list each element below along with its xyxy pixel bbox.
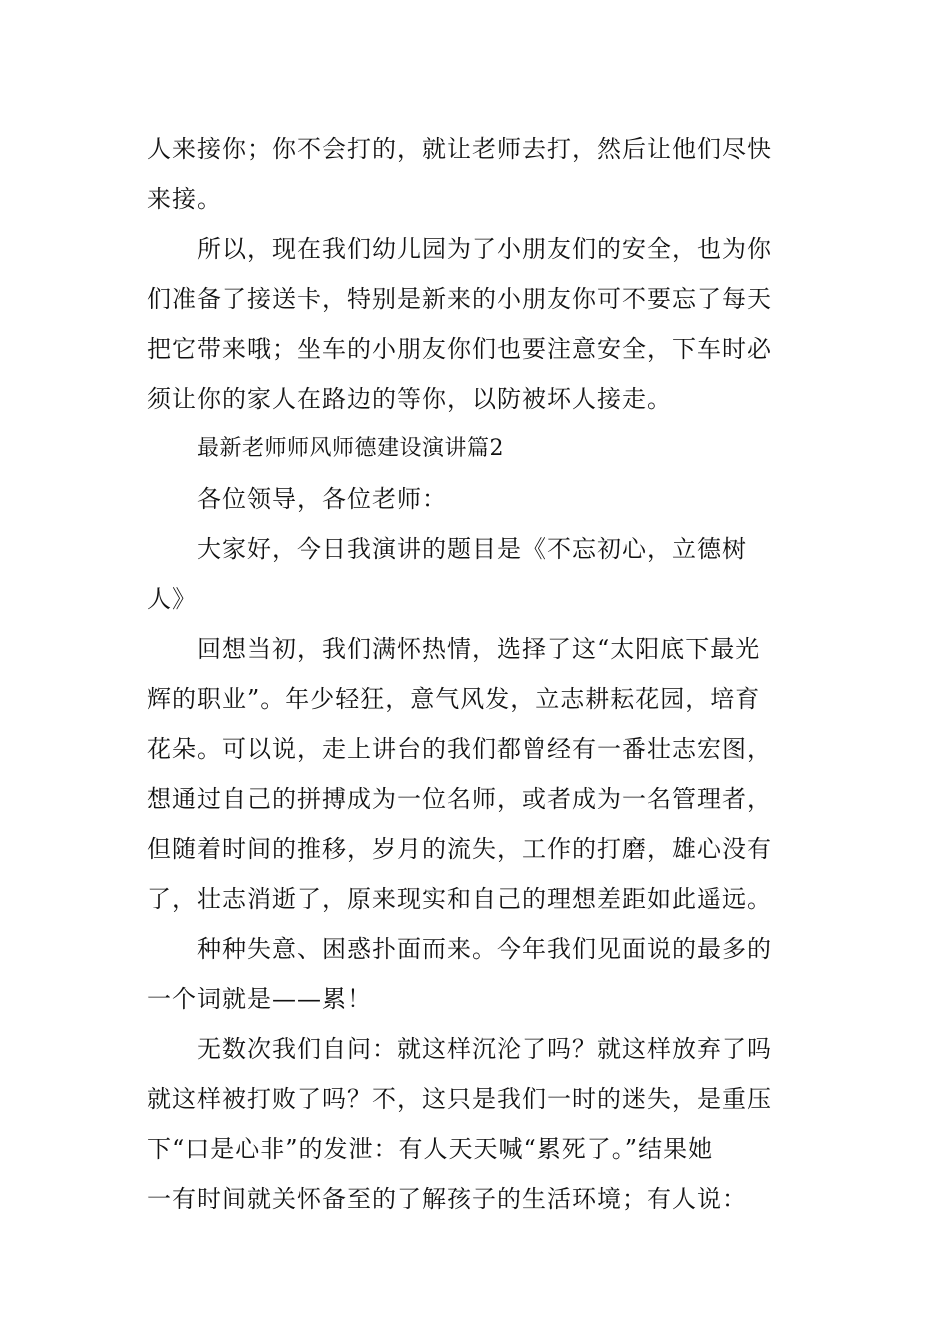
text-line: 人》 [147,585,197,613]
text-line: 就这样被打败了吗？不，这只是我们一时的迷失，是重压 [147,1085,772,1113]
text-line: 把它带来哦；坐车的小朋友你们也要注意安全，下车时必 [147,335,772,363]
text-line: 们准备了接送卡，特别是新来的小朋友你可不要忘了每天 [147,285,772,313]
text-line: 了，壮志消逝了，原来现实和自己的理想差距如此遥远。 [147,885,772,913]
text-line: 须让你的家人在路边的等你，以防被坏人接走。 [147,385,672,413]
paragraph-start: 大家好，今日我演讲的题目是《不忘初心，立德树 [197,535,747,563]
text-line: 但随着时间的推移，岁月的流失，工作的打磨，雄心没有 [147,835,772,863]
text-line: 一个词就是——累！ [147,985,372,1013]
text-line: 辉的职业”。年少轻狂，意气风发，立志耕耘花园，培育 [147,685,761,713]
paragraph-start: 种种失意、困惑扑面而来。今年我们见面说的最多的 [197,935,772,963]
paragraph-start: 所以，现在我们幼儿园为了小朋友们的安全，也为你 [197,235,772,263]
text-line: 想通过自己的拼搏成为一位名师，或者成为一名管理者， [147,785,772,813]
text-line: 一有时间就关怀备至的了解孩子的生活环境；有人说： [147,1185,747,1213]
text-line: 人来接你；你不会打的，就让老师去打，然后让他们尽快 [147,135,772,163]
text-line: 花朵。可以说，走上讲台的我们都曾经有一番壮志宏图， [147,735,772,763]
text-line: 来接。 [147,185,222,213]
salutation: 各位领导，各位老师： [197,485,447,513]
paragraph-start: 无数次我们自问：就这样沉沦了吗？就这样放弃了吗 [197,1035,772,1063]
section-heading: 最新老师师风师德建设演讲篇2 [197,436,504,461]
text-line: 下“口是心非”的发泄：有人天天喊“累死了。”结果她 [147,1135,714,1163]
paragraph-start: 回想当初，我们满怀热情，选择了这“太阳底下最光 [197,635,761,663]
